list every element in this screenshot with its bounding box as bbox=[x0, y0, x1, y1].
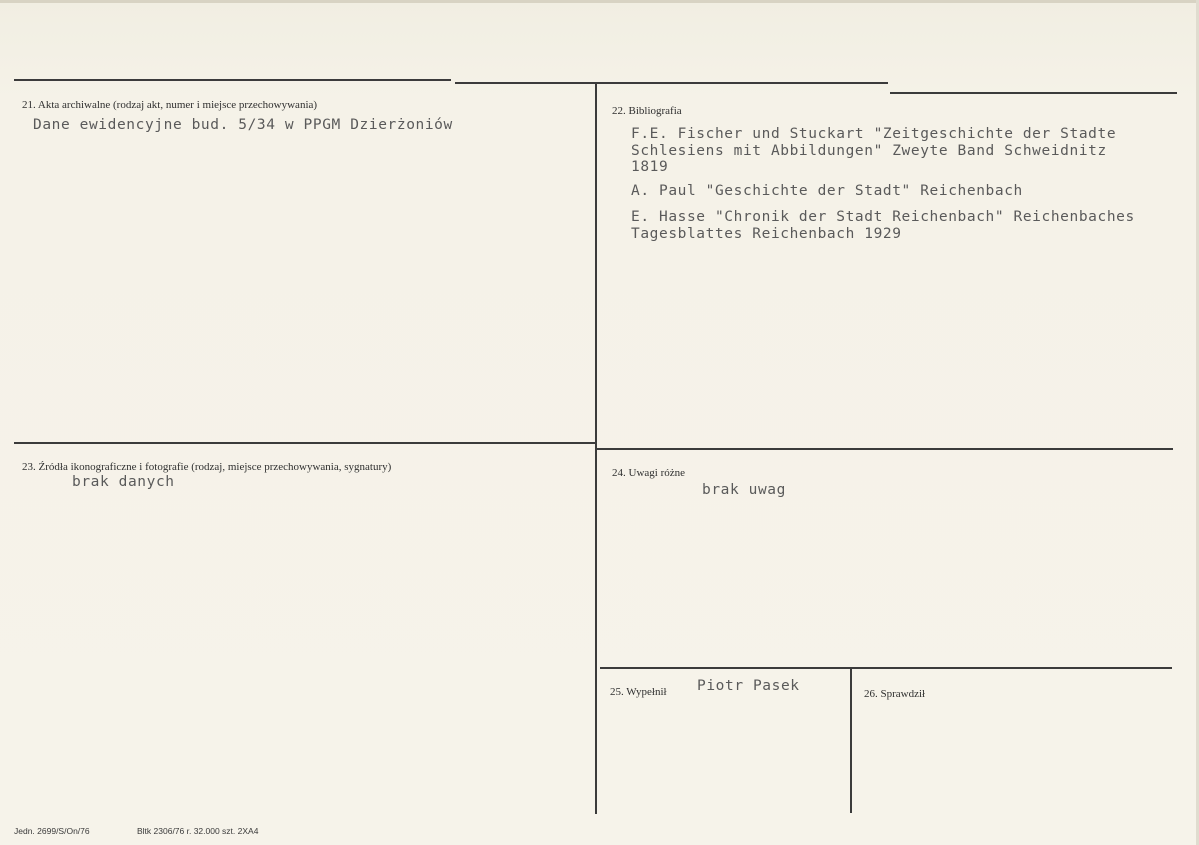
section-26-label: 26. Sprawdził bbox=[864, 688, 926, 700]
signature-rule bbox=[600, 667, 1172, 669]
signature-divider bbox=[850, 668, 852, 813]
bibliography-line: Tagesblattes Reichenbach 1929 bbox=[631, 226, 902, 242]
section-25-value: Piotr Pasek bbox=[697, 678, 800, 694]
top-rule-mid bbox=[455, 82, 888, 84]
section-22-label: 22. Bibliografia bbox=[612, 105, 682, 117]
section-24-value: brak uwag bbox=[702, 482, 786, 498]
middle-rule-left bbox=[14, 442, 595, 444]
bibliography-line: F.E. Fischer und Stuckart "Zeitgeschichte der Stadte bbox=[631, 126, 1117, 142]
bibliography-line: Schlesiens mit Abbildungen" Zweyte Band Schweidnitz bbox=[631, 143, 1107, 159]
section-23-label: 23. Źródła ikonograficzne i fotografie (rodzaj, miejsce przechowywania, sygnatury) bbox=[22, 461, 392, 473]
section-24-label: 24. Uwagi różne bbox=[612, 467, 686, 479]
section-21-label: 21. Akta archiwalne (rodzaj akt, numer i miejsce przechowywania) bbox=[22, 99, 318, 111]
top-rule-left bbox=[14, 79, 451, 81]
bibliography-line: 1819 bbox=[631, 159, 669, 175]
bibliography-line: A. Paul "Geschichte der Stadt" Reichenbach bbox=[631, 183, 1023, 199]
footer-right: Bltk 2306/76 r. 32.000 szt. 2XA4 bbox=[137, 826, 259, 836]
bibliography-line: E. Hasse "Chronik der Stadt Reichenbach" Reichenbaches bbox=[631, 209, 1135, 225]
card-top-edge bbox=[0, 0, 1199, 3]
section-21-value: Dane ewidencyjne bud. 5/34 w PPGM Dzierżoniów bbox=[33, 117, 453, 133]
section-23-value: brak danych bbox=[72, 474, 175, 490]
top-rule-right bbox=[890, 92, 1177, 94]
footer-left: Jedn. 2699/S/On/76 bbox=[14, 826, 90, 836]
middle-rule-right bbox=[597, 448, 1173, 450]
section-25-label: 25. Wypełnił bbox=[610, 686, 667, 698]
